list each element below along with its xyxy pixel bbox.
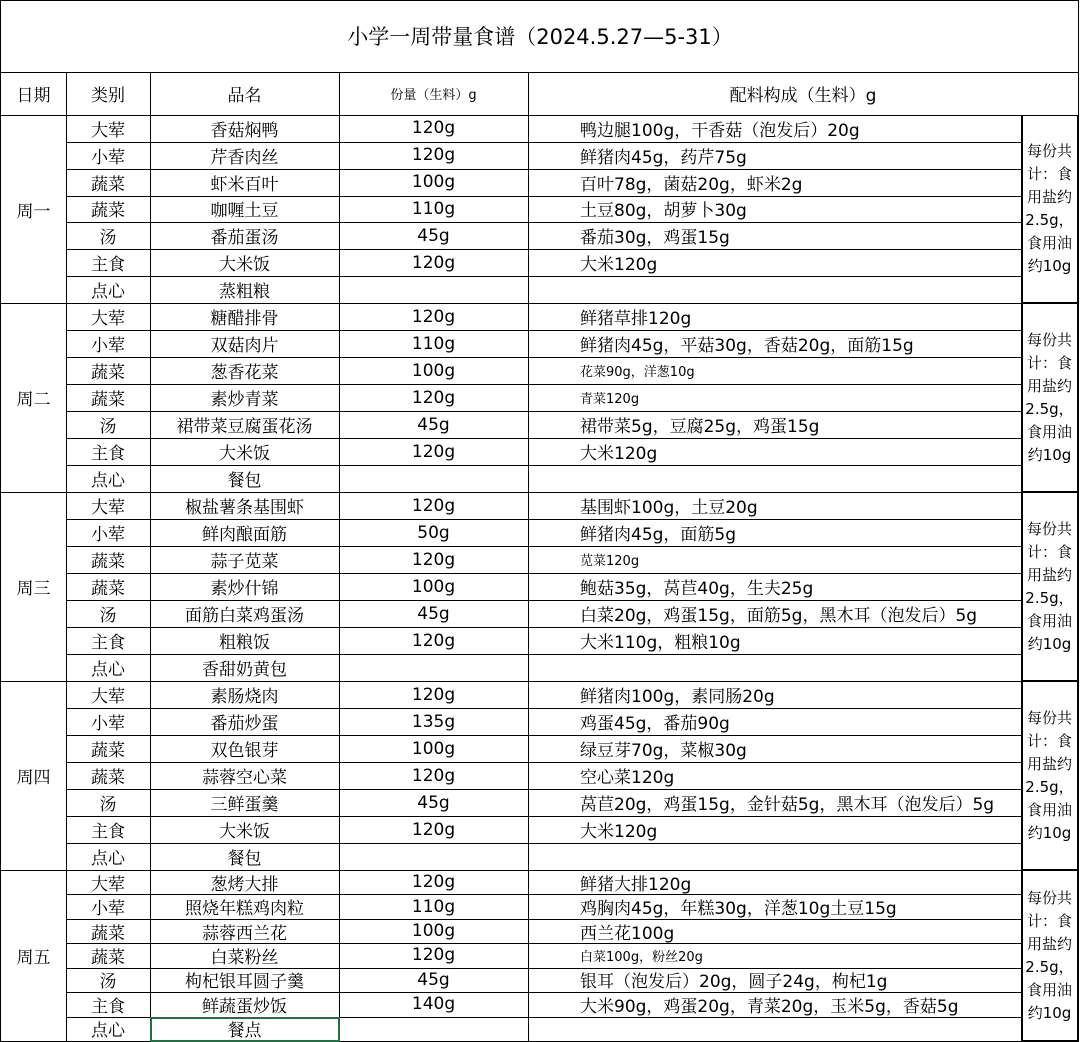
portion-cell[interactable]: 100g [411,172,456,193]
ingredients-cell[interactable]: 鸡蛋45g，番茄90g [580,714,730,734]
portion-cell[interactable]: 45g [417,225,450,246]
grid-line [66,142,1022,143]
dish-cell[interactable]: 虾米百叶 [210,174,279,195]
dish-cell[interactable]: 裙带菜豆腐蛋花汤 [176,417,313,437]
dish-cell[interactable]: 蒜子苋菜 [210,552,279,572]
dish-cell[interactable]: 双色银芽 [210,741,279,761]
grid-line [66,968,1022,969]
portion-cell[interactable]: 100g [411,576,456,597]
category-cell[interactable]: 大荤 [91,874,125,895]
header-ingredients[interactable]: 配料构成（生料）g [729,86,877,106]
grid-line [66,249,1022,250]
ingredients-cell[interactable]: 白菜100g，粉丝20g [580,949,703,965]
day-label[interactable]: 周四 [16,768,51,788]
header-dish[interactable]: 品名 [227,86,262,106]
ingredients-cell[interactable]: 大米120g [580,822,658,842]
dish-cell[interactable]: 枸杞银耳圆子羹 [185,972,304,993]
category-cell[interactable]: 小荤 [91,525,125,545]
ingredients-cell[interactable]: 白菜20g，鸡蛋15g，面筋5g，黑木耳（泡发后）5g [580,606,978,626]
category-cell[interactable]: 点心 [91,1021,125,1041]
category-cell[interactable]: 蔬菜 [91,201,125,222]
ingredients-cell[interactable] [528,1017,1021,1041]
day-label[interactable]: 周二 [16,390,51,410]
portion-cell[interactable]: 110g [411,896,456,917]
portion-cell[interactable] [339,843,528,870]
grid-line [1021,680,1079,681]
ingredients-cell[interactable]: 鲜猪肉100g，素同肠20g [580,687,775,707]
ingredients-cell[interactable]: 苋菜120g [580,554,640,569]
dish-cell[interactable]: 大米饭 [219,255,270,276]
dish-cell[interactable]: 葱香花菜 [210,363,279,383]
category-cell[interactable]: 蔬菜 [91,552,125,572]
category-cell[interactable]: 小荤 [91,147,125,168]
grid-line [0,72,1079,73]
ingredients-cell[interactable]: 鲜猪肉45g，面筋5g [580,525,737,545]
portion-cell[interactable]: 100g [411,360,456,381]
grid-line [1021,302,1079,303]
nutrition-note[interactable]: 每份共计：食用盐约2.5g，食用油约10g [1025,330,1074,464]
dish-cell[interactable]: 素炒什锦 [210,579,279,599]
dish-cell[interactable]: 鲜蔬蛋炒饭 [202,996,287,1017]
category-cell[interactable]: 蔬菜 [91,741,125,761]
ingredients-cell[interactable]: 鲜猪大排120g [580,874,692,895]
dish-cell[interactable]: 餐包 [227,471,262,491]
grid-line [66,943,1022,944]
ingredients-cell[interactable]: 百叶78g，菌菇20g，虾米2g [580,174,803,195]
category-cell[interactable]: 点心 [91,849,125,869]
ingredients-cell[interactable]: 大米120g [580,255,658,276]
grid-line [1078,0,1079,1041]
grid-line [66,276,1022,277]
header-portion[interactable]: 份量（生料）g [390,88,477,103]
portion-cell[interactable]: 120g [411,145,456,166]
ingredients-cell[interactable]: 鲜猪肉45g，药芹75g [580,147,747,168]
header-category[interactable]: 类别 [91,86,125,106]
grid-line [66,992,1022,993]
category-cell[interactable]: 蔬菜 [91,390,125,410]
portion-cell[interactable]: 120g [411,252,456,273]
category-cell[interactable]: 主食 [91,444,125,464]
category-cell[interactable]: 蔬菜 [91,579,125,599]
portion-cell[interactable]: 110g [411,333,456,354]
dish-cell[interactable]: 蒸粗粮 [219,282,270,303]
dish-cell[interactable]: 照烧年糕鸡肉粒 [185,899,304,919]
grid-line [528,72,529,1041]
ingredients-cell[interactable]: 裙带菜5g，豆腐25g，鸡蛋15g [580,417,820,437]
portion-cell[interactable]: 120g [411,684,456,705]
dish-cell[interactable]: 香菇焖鸭 [210,120,279,141]
ingredients-cell[interactable] [528,654,1021,681]
portion-cell[interactable]: 45g [417,603,450,624]
portion-cell[interactable]: 140g [411,994,456,1015]
ingredients-cell[interactable]: 鲜猪草排120g [580,309,692,329]
category-cell[interactable]: 蔬菜 [91,363,125,383]
ingredients-cell[interactable]: 西兰花100g [580,923,675,944]
dish-cell[interactable]: 葱烤大排 [210,874,279,895]
category-cell[interactable]: 汤 [99,606,117,626]
grid-line [66,789,1022,790]
grid-line [66,330,1022,331]
grid-line [339,72,340,1041]
dish-cell[interactable]: 双菇肉片 [210,336,279,356]
grid-line [66,465,1022,466]
grid-line [66,762,1022,763]
dish-cell[interactable]: 面筋白菜鸡蛋汤 [185,606,304,626]
dish-cell[interactable]: 蒜蓉空心菜 [202,768,287,788]
category-cell[interactable]: 点心 [91,660,125,680]
grid-line [66,519,1022,520]
portion-cell[interactable]: 100g [411,738,456,759]
grid-line [1021,1040,1079,1041]
portion-cell[interactable]: 45g [417,792,450,813]
portion-cell[interactable]: 45g [417,414,450,435]
dish-cell[interactable]: 咖喱土豆 [210,201,279,222]
nutrition-note[interactable]: 每份共计：食用盐约2.5g，食用油约10g [1025,142,1074,275]
dish-cell[interactable]: 番茄炒蛋 [210,714,279,734]
portion-cell[interactable]: 120g [411,118,456,139]
ingredients-cell[interactable]: 花菜90g，洋葱10g [580,365,695,380]
ingredients-cell[interactable]: 鲍菇35g，莴苣40g，生夫25g [580,579,814,599]
dish-cell[interactable]: 香甜奶黄包 [202,660,287,680]
grid-line [1077,115,1078,1041]
portion-cell[interactable]: 120g [411,387,456,408]
dish-cell[interactable]: 大米饭 [219,444,270,464]
grid-line [66,357,1022,358]
portion-cell[interactable]: 110g [411,198,456,219]
portion-cell[interactable]: 135g [411,711,456,732]
category-cell[interactable]: 大荤 [91,120,125,141]
grid-line [66,72,67,1041]
dish-cell[interactable]: 三鲜蛋羹 [210,795,279,815]
grid-line [66,546,1022,547]
portion-cell[interactable]: 120g [411,945,456,966]
dish-cell[interactable]: 大米饭 [219,822,270,842]
dish-cell[interactable]: 白菜粉丝 [210,948,279,968]
category-cell[interactable]: 大荤 [91,687,125,707]
category-cell[interactable]: 蔬菜 [91,948,125,968]
category-cell[interactable]: 点心 [91,471,125,491]
ingredients-cell[interactable]: 青菜120g [580,392,640,407]
dish-cell[interactable]: 番茄蛋汤 [210,228,279,249]
portion-cell[interactable] [339,654,528,681]
category-cell[interactable]: 大荤 [91,498,125,518]
category-cell[interactable]: 主食 [91,255,125,276]
grid-line [66,843,1022,844]
header-day[interactable]: 日期 [16,86,51,106]
dish-cell[interactable]: 椒盐薯条基围虾 [185,498,304,518]
day-label[interactable]: 周五 [16,948,51,968]
dish-cell[interactable]: 芹香肉丝 [210,147,279,168]
grid-line [66,735,1022,736]
portion-cell[interactable] [339,276,528,303]
ingredients-cell[interactable]: 鸡胸肉45g，年糕30g，洋葱10g土豆15g [580,899,897,919]
nutrition-note[interactable]: 每份共计：食用盐约2.5g，食用油约10g [1025,708,1074,842]
ingredients-cell[interactable]: 土豆80g，胡萝卜30g [580,201,747,222]
category-cell[interactable]: 蔬菜 [91,923,125,944]
grid-line [150,72,151,1041]
grid-line [1021,491,1079,492]
day-label[interactable]: 周三 [16,579,51,599]
portion-cell[interactable]: 120g [411,495,456,516]
category-cell[interactable]: 主食 [91,633,125,653]
category-cell[interactable]: 小荤 [91,336,125,356]
grid-line [66,438,1022,439]
grid-line [66,411,1022,412]
grid-line [66,169,1022,170]
ingredients-cell[interactable]: 空心菜120g [580,768,675,788]
ingredients-cell[interactable]: 大米120g [580,444,658,464]
grid-line [66,196,1022,197]
ingredients-cell[interactable] [528,465,1021,492]
dish-cell[interactable]: 餐点 [227,1021,262,1041]
category-cell[interactable]: 主食 [91,996,125,1017]
portion-cell[interactable]: 120g [411,630,456,651]
category-cell[interactable]: 主食 [91,822,125,842]
portion-cell[interactable] [339,1017,528,1041]
ingredients-cell[interactable]: 大米110g，粗粮10g [580,633,741,653]
sheet-title[interactable]: 小学一周带量食谱（2024.5.27—5-31） [347,25,733,49]
dish-cell[interactable]: 鲜肉酿面筋 [202,525,287,545]
grid-line [66,654,1022,655]
portion-cell[interactable]: 45g [417,969,450,990]
grid-line [66,384,1022,385]
ingredients-cell[interactable]: 鸭边腿100g，干香菇（泡发后）20g [580,120,860,141]
grid-line [66,894,1022,895]
category-cell[interactable]: 汤 [99,795,117,815]
grid-line [66,600,1022,601]
ingredients-cell[interactable]: 番茄30g，鸡蛋15g [580,228,730,249]
grid-line [66,573,1022,574]
day-label[interactable]: 周一 [16,201,51,222]
category-cell[interactable]: 小荤 [91,899,125,919]
ingredients-cell[interactable]: 鲜猪肉45g，平菇30g，香菇20g，面筋15g [580,336,914,356]
portion-cell[interactable]: 120g [411,549,456,570]
grid-line [1022,115,1023,1041]
portion-cell[interactable]: 120g [411,441,456,462]
ingredients-cell[interactable]: 大米90g，鸡蛋20g，青菜20g，玉米5g，香菇5g [580,996,959,1017]
grid-line [0,0,1079,1]
category-cell[interactable]: 汤 [99,228,117,249]
category-cell[interactable]: 汤 [99,972,117,993]
category-cell[interactable]: 小荤 [91,714,125,734]
ingredients-cell[interactable]: 绿豆芽70g，菜椒30g [580,741,747,761]
grid-line [66,222,1022,223]
nutrition-note[interactable]: 每份共计：食用盐约2.5g，食用油约10g [1025,519,1074,653]
ingredients-cell[interactable]: 银耳（泡发后）20g，圆子24g，枸杞1g [580,972,888,993]
category-cell[interactable]: 蔬菜 [91,768,125,788]
category-cell[interactable]: 蔬菜 [91,174,125,195]
category-cell[interactable]: 点心 [91,282,125,303]
ingredients-cell[interactable] [528,843,1021,870]
grid-line [66,816,1022,817]
portion-cell[interactable] [339,465,528,492]
portion-cell[interactable]: 120g [411,306,456,327]
grid-line [66,919,1022,920]
ingredients-cell[interactable]: 莴苣20g，鸡蛋15g，金针菇5g，黑木耳（泡发后）5g [580,795,995,815]
portion-cell[interactable]: 120g [411,765,456,786]
selected-cell-outline [150,1017,340,1042]
dish-cell[interactable]: 素炒青菜 [210,390,279,410]
dish-cell[interactable]: 蒜蓉西兰花 [202,923,287,944]
ingredients-cell[interactable]: 基围虾100g，土豆20g [580,498,758,518]
dish-cell[interactable]: 素肠烧肉 [210,687,279,707]
category-cell[interactable]: 汤 [99,417,117,437]
nutrition-note[interactable]: 每份共计：食用盐约2.5g，食用油约10g [1025,888,1074,1022]
dish-cell[interactable]: 糖醋排骨 [210,309,279,329]
portion-cell[interactable]: 120g [411,819,456,840]
grid-line [1021,869,1079,870]
grid-line [66,627,1022,628]
ingredients-cell[interactable] [528,276,1021,303]
category-cell[interactable]: 大荤 [91,309,125,329]
portion-cell[interactable]: 50g [417,522,450,543]
dish-cell[interactable]: 餐包 [227,849,262,869]
portion-cell[interactable]: 120g [411,872,456,893]
portion-cell[interactable]: 100g [411,921,456,942]
dish-cell[interactable]: 粗粮饭 [219,633,270,653]
grid-line [66,708,1022,709]
